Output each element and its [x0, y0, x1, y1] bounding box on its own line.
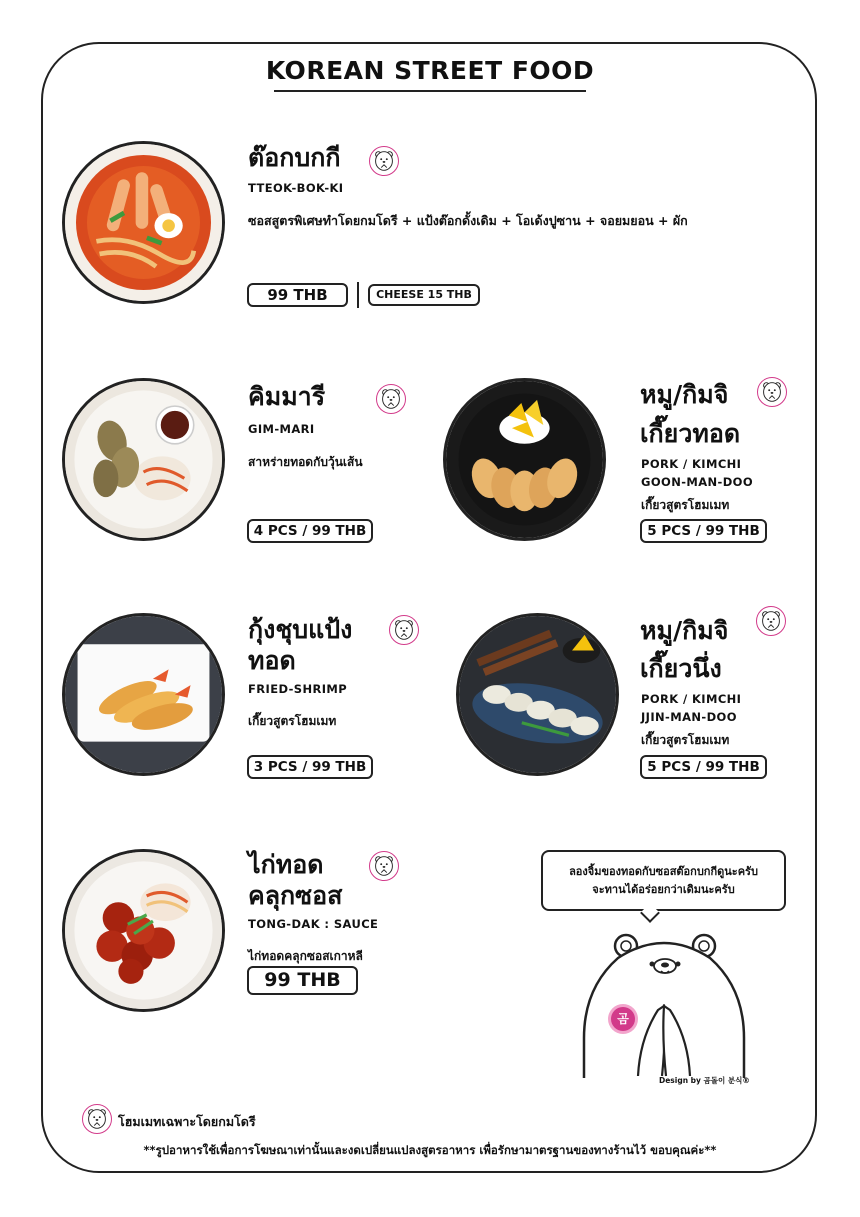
bear-badge-icon: [369, 851, 399, 881]
item-subtitle: GIM-MARI: [248, 422, 315, 436]
item-name: กุ้งชุบแป้ง: [248, 615, 353, 644]
bear-badge-icon: [369, 146, 399, 176]
price-tag: 5 PCS / 99 THB: [640, 519, 767, 543]
item-name: ต๊อกบกกี: [248, 143, 341, 172]
menu-title: KOREAN STREET FOOD: [265, 56, 595, 85]
item-name: ไก่ทอด: [248, 850, 324, 879]
tteokbokki-image: [62, 141, 225, 304]
item-description: เกี๊ยวสูตรโฮมเมท: [641, 498, 730, 512]
speech-bubble: [541, 850, 786, 911]
fried-shrimp-image: [62, 613, 225, 776]
bubble-line: ลองจิ้มของทอดกับซอสต๊อกบกกีดูนะครับ: [569, 865, 758, 878]
item-description: ซอสสูตรพิเศษทำโดยกมโดรี + แป้งต๊อกดั้งเดิม + โอเด้งปูซาน + จอยมยอน + ผัก: [248, 213, 688, 228]
price-tag: 99 THB: [247, 283, 348, 307]
item-name: หมู/กิมจิ: [640, 616, 729, 645]
cheese-addon-tag: CHEESE 15 THB: [368, 284, 480, 306]
item-name: คลุกซอส: [248, 881, 343, 910]
item-subtitle: PORK / KIMCHI: [641, 457, 742, 471]
bear-badge-icon: [756, 606, 786, 636]
mascot-badge-char: 곰: [617, 1012, 629, 1026]
item-name: คิมมารี: [248, 382, 326, 411]
bear-badge-icon: [757, 377, 787, 407]
price-tag: 4 PCS / 99 THB: [247, 519, 373, 543]
item-subtitle: TTEOK-BOK-KI: [248, 181, 344, 195]
bear-badge-icon: [82, 1104, 112, 1134]
bear-badge-icon: [389, 615, 419, 645]
price-divider: [357, 282, 359, 308]
disclaimer: **รูปอาหารใช้เพื่อการโฆษณาเท่านั้นและงดเปลี่ยนแปลงสูตรอาหาร เพื่อรักษามาตรฐานของทางร้านไว้ ขอบคุณค่ะ**: [143, 1143, 717, 1157]
item-subtitle: FRIED-SHRIMP: [248, 682, 348, 696]
item-name: ทอด: [248, 646, 296, 675]
goon-mandoo-image: [443, 378, 606, 541]
homemade-note: โฮมเมทเฉพาะโดยกมโดรี: [118, 1114, 256, 1129]
item-description: สาหร่ายทอดกับวุ้นเส้น: [248, 455, 363, 469]
gimmari-image: [62, 378, 225, 541]
bear-badge-icon: [376, 384, 406, 414]
item-description: ไก่ทอดคลุกซอสเกาหลี: [248, 949, 363, 963]
item-description: เกี๊ยวสูตรโฮมเมท: [641, 733, 730, 747]
price-tag: 3 PCS / 99 THB: [247, 755, 373, 779]
item-subtitle: PORK / KIMCHI: [641, 692, 742, 706]
item-name: เกี๊ยวทอด: [640, 419, 741, 448]
jjin-mandoo-image: [456, 613, 619, 776]
item-name: เกี๊ยวนึ่ง: [640, 654, 722, 683]
item-description: เกี๊ยวสูตรโฮมเมท: [248, 714, 337, 728]
item-subtitle: GOON-MAN-DOO: [641, 475, 754, 489]
item-subtitle: TONG-DAK : SAUCE: [248, 917, 379, 931]
design-credit: Design by 곰돌이 분식®: [659, 1076, 750, 1085]
title-underline: [274, 90, 586, 92]
item-name: หมู/กิมจิ: [640, 380, 729, 409]
bubble-line: จะทานได้อร่อยกว่าเดิมนะครับ: [592, 883, 735, 896]
bear-mascot-icon: [578, 928, 748, 1078]
price-tag: 5 PCS / 99 THB: [640, 755, 767, 779]
tongdak-image: [62, 849, 225, 1012]
mascot-flower-badge: [611, 1007, 635, 1031]
item-subtitle: JJIN-MAN-DOO: [641, 710, 737, 724]
price-tag: 99 THB: [247, 966, 358, 995]
